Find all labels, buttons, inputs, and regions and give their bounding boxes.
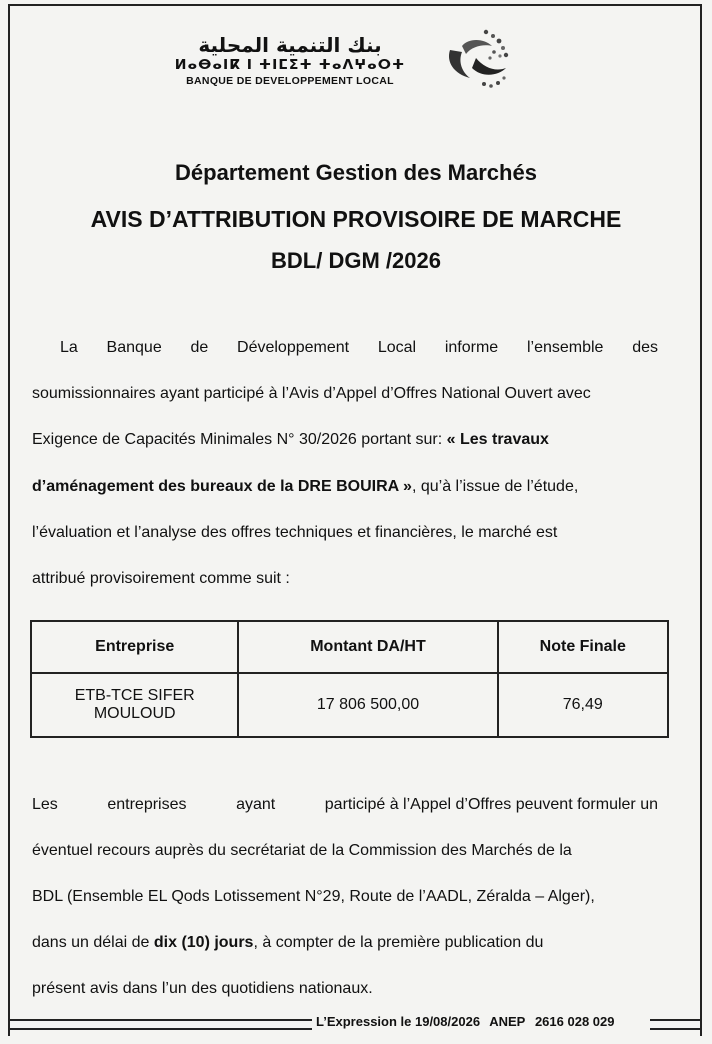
notice-reference: BDL/ DGM /2026 [271, 248, 441, 273]
bank-logo [150, 34, 520, 94]
amount-cell: 17 806 500,00 [238, 673, 497, 737]
page-frame [8, 4, 702, 1036]
intro-line-5: l’évaluation et l’analyse des offres techniques et financières, le marché est [32, 524, 558, 541]
logo-tifinagh-text: ⵍⴰⴱⴰⵏⴽ ⵏ ⵜⵏⵎⵉⵜ ⵜⴰⴷⵖⴰⵔⵜ [174, 57, 406, 73]
publication-agency: ANEP [489, 1014, 526, 1029]
attribution-table [30, 620, 669, 738]
closing-line-3: BDL (Ensemble EL Qods Lotissement N°29, Route de l’AADL, Zéralda – Alger), [32, 888, 595, 905]
closing-line-4: dans un délai de dix (10) jours, à compter de la première publication du [32, 934, 544, 951]
table-header-row [31, 621, 668, 673]
intro-line-1: La Banque de Développement Local informe l’ensemble des [60, 339, 658, 356]
column-header-score: Note Finale [498, 621, 668, 673]
publication-footer [312, 1014, 624, 1029]
column-header-amount: Montant DA/HT [238, 621, 497, 673]
table-row [31, 673, 668, 737]
bank-logo-icon [440, 28, 516, 92]
closing-line-5: présent avis dans l’un des quotidiens nationaux. [32, 980, 373, 997]
publication-number: 2616 028 029 [534, 1014, 615, 1029]
notice-title: AVIS D’ATTRIBUTION PROVISOIRE DE MARCHE [90, 206, 622, 232]
footer-rule-left [10, 1019, 312, 1030]
department-heading: Département Gestion des Marchés [175, 160, 537, 185]
publication-source: L’Expression le 19/08/2026 [316, 1014, 481, 1029]
intro-line-3: Exigence de Capacités Minimales N° 30/2026 portant sur: « Les travaux [32, 431, 549, 448]
intro-line-4: d’aménagement des bureaux de la DRE BOUIRA », qu’à l’issue de l’étude, [32, 478, 579, 495]
column-header-company: Entreprise [31, 621, 238, 673]
logo-latin-text: BANQUE DE DEVELOPPEMENT LOCAL [186, 75, 394, 87]
company-cell: ETB-TCE SIFER MOULOUD [31, 673, 238, 737]
intro-line-2: soumissionnaires ayant participé à l’Avis d’Appel d’Offres National Ouvert avec [32, 385, 591, 402]
logo-arabic-text: بنك التنمية المحلية [198, 33, 382, 57]
closing-line-2: éventuel recours auprès du secrétariat de la Commission des Marchés de la [32, 842, 572, 859]
score-cell: 76,49 [498, 673, 668, 737]
intro-line-6: attribué provisoirement comme suit : [32, 570, 290, 587]
footer-rule-right [650, 1019, 700, 1030]
closing-line-1: Les entreprises ayant participé à l’Appel d’Offres peuvent formuler un [32, 796, 658, 813]
